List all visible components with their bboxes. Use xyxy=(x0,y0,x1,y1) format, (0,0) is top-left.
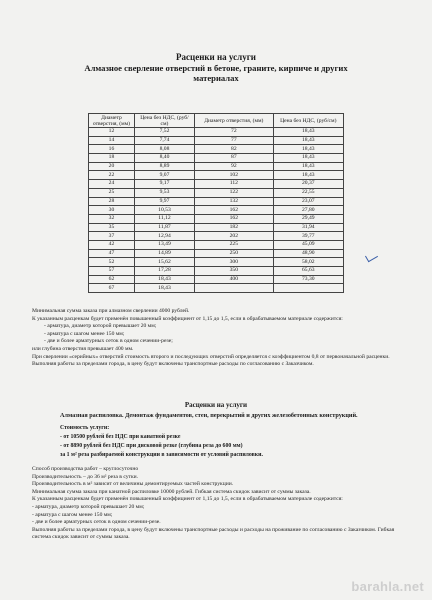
cell-diameter-1: 28 xyxy=(89,197,135,206)
cell-diameter-1: 25 xyxy=(89,188,135,197)
table-row xyxy=(89,128,344,137)
cell-diameter-2: 102 xyxy=(195,171,274,180)
cell-price-1: 14,89 xyxy=(134,249,194,258)
cell-price-2: 18,43 xyxy=(273,154,343,163)
cell-diameter-2: 225 xyxy=(195,240,274,249)
cell-diameter-1: 12 xyxy=(89,128,135,137)
table-row xyxy=(89,154,344,163)
price-table xyxy=(88,113,344,293)
cell-diameter-2: 300 xyxy=(195,258,274,267)
cost-line: - от 8890 рублей без НДС при дисковой резке (глубина реза до 600 мм) xyxy=(60,443,243,449)
table-row xyxy=(89,284,344,293)
cell-price-2: 18,43 xyxy=(273,171,343,180)
cell-price-1: 11,12 xyxy=(134,214,194,223)
cell-diameter-1: 67 xyxy=(89,284,135,293)
header-price-1: Цена без НДС, (руб/см) xyxy=(134,114,194,128)
handwritten-check-mark xyxy=(365,251,378,263)
note-line: - арматура, диаметр которой превышает 20 мм; xyxy=(32,503,145,510)
note-line: Производительность – до 36 м² реза в сутки. xyxy=(32,473,139,480)
notes2-block xyxy=(32,466,412,542)
cell-price-2: 73,30 xyxy=(273,275,343,284)
page-title: Расценки на услуги xyxy=(176,52,256,62)
cost-label: Стоимость услуги: xyxy=(60,425,110,431)
cell-diameter-2: 250 xyxy=(195,249,274,258)
section2-title: Расценки на услуги xyxy=(184,401,248,409)
cell-diameter-2: 132 xyxy=(195,197,274,206)
cell-diameter-1: 24 xyxy=(89,180,135,189)
cell-diameter-2: 182 xyxy=(195,223,274,232)
note-line: Минимальная сумма заказа при канатной распиловке 10000 рублей. Гибкая система скидок зависит от суммы заказа. xyxy=(32,488,311,495)
cell-price-2: 31,94 xyxy=(273,223,343,232)
table-row xyxy=(89,258,344,267)
table-row xyxy=(89,223,344,232)
note-line: Выполняя работы за пределами города, в цену будут включены транспортные расходы и расходы на проживание по согласованию с Заказчиком. Гибкая система скидок зависит от суммы заказа. xyxy=(32,526,395,541)
cell-price-1: 18,43 xyxy=(134,284,194,293)
note-line: - две и более арматурных сеток в одном сечении-резе; xyxy=(44,338,173,345)
table-row xyxy=(89,197,344,206)
cell-diameter-2: 162 xyxy=(195,206,274,215)
note-line: Способ производства работ – круглосуточно xyxy=(32,466,139,472)
cell-price-1: 9,17 xyxy=(134,180,194,189)
table-row xyxy=(89,275,344,284)
header-diameter-1: Диаметр отверстия, (мм) xyxy=(89,114,135,128)
cell-diameter-1: 52 xyxy=(89,258,135,267)
table-row xyxy=(89,188,344,197)
cell-diameter-2: 400 xyxy=(195,275,274,284)
cell-price-1: 9,53 xyxy=(134,188,194,197)
cell-diameter-1: 37 xyxy=(89,232,135,241)
note-line: - арматура с шагом менее 150 мм; xyxy=(32,511,113,518)
cell-price-2: 22,55 xyxy=(273,188,343,197)
cell-price-1: 17,28 xyxy=(134,267,194,276)
cell-price-2: 27,80 xyxy=(273,206,343,215)
cell-price-2: 18,43 xyxy=(273,145,343,154)
cell-price-2: 39,77 xyxy=(273,232,343,241)
note-line: Производительность в м² зависит от величины демонтируемых частей конструкции. xyxy=(32,481,234,488)
table-row xyxy=(89,249,344,258)
cell-price-1: 8,40 xyxy=(134,154,194,163)
cell-price-2: 18,43 xyxy=(273,128,343,137)
cell-diameter-1: 32 xyxy=(89,214,135,223)
cell-diameter-2: 112 xyxy=(195,180,274,189)
table-row xyxy=(89,267,344,276)
cell-diameter-1: 30 xyxy=(89,206,135,215)
note-line: или глубина отверстия превышает 400 мм. xyxy=(32,345,134,352)
note-line: - арматура, диаметр которой превышает 20 мм; xyxy=(44,323,157,330)
cell-diameter-2 xyxy=(195,284,274,293)
cell-diameter-2: 350 xyxy=(195,267,274,276)
cell-diameter-2: 87 xyxy=(195,154,274,163)
cell-price-2: 29,49 xyxy=(273,214,343,223)
table-row xyxy=(89,206,344,215)
cell-diameter-2: 202 xyxy=(195,232,274,241)
cell-price-1: 10,53 xyxy=(134,206,194,215)
cell-diameter-2: 82 xyxy=(195,145,274,154)
cell-price-2: 23,07 xyxy=(273,197,343,206)
table-row xyxy=(89,240,344,249)
cell-price-1: 9,97 xyxy=(134,197,194,206)
cell-price-1: 15,62 xyxy=(134,258,194,267)
cell-diameter-2: 122 xyxy=(195,188,274,197)
cell-price-2: 18,43 xyxy=(273,162,343,171)
note-line: Минимальная сумма заказа при алмазном сверлении 4000 рублей. xyxy=(32,308,190,314)
cell-diameter-1: 16 xyxy=(89,145,135,154)
cell-price-1: 7,74 xyxy=(134,136,194,145)
cell-price-2: 20,37 xyxy=(273,180,343,189)
note-line: При сверлении «серийных» отверстий стоимость второго и последующих отверстий определяется с коэффициентом 0,8 от первоначальной расценки. xyxy=(32,353,390,360)
note-line: К указанным расценкам будет применён повышенный коэффициент от 1,15 до 1,5, если в обрабатываемом материале содержится: xyxy=(32,496,343,503)
header-price-2: Цена без НДС, (руб/см) xyxy=(273,114,343,128)
cell-diameter-1: 20 xyxy=(89,162,135,171)
cell-diameter-2: 77 xyxy=(195,136,274,145)
header-diameter-2: Диаметр отверстия, (мм) xyxy=(195,114,274,128)
cell-diameter-1: 62 xyxy=(89,275,135,284)
cell-diameter-2: 72 xyxy=(195,128,274,137)
cell-diameter-1: 47 xyxy=(89,249,135,258)
cell-diameter-1: 14 xyxy=(89,136,135,145)
cell-price-1: 18,43 xyxy=(134,275,194,284)
table-row xyxy=(89,136,344,145)
cell-price-2: 18,43 xyxy=(273,136,343,145)
table-row xyxy=(89,214,344,223)
subtitle-line-2: материалах xyxy=(193,73,239,83)
cell-price-1: 7,52 xyxy=(134,128,194,137)
table-row xyxy=(89,145,344,154)
page-subtitle xyxy=(0,63,432,83)
section2-subtitle: Алмазная распиловка. Демонтаж фундаментов, стен, перекрытий и других железобетонных конструкций. xyxy=(60,412,358,419)
watermark-logo: barahla.net xyxy=(351,579,424,594)
note-line: Выполняя работы за пределами города, в цену будут включены транспортные расходы по согласованию с Заказчиком. xyxy=(32,361,314,368)
note-line: - арматура с шагом менее 150 мм; xyxy=(44,330,125,337)
cell-price-1: 9,07 xyxy=(134,171,194,180)
cell-price-1: 13,49 xyxy=(134,240,194,249)
cell-price-1: 11,87 xyxy=(134,223,194,232)
cell-diameter-1: 18 xyxy=(89,154,135,163)
cell-diameter-2: 162 xyxy=(195,214,274,223)
table-row xyxy=(89,162,344,171)
cell-diameter-1: 42 xyxy=(89,240,135,249)
cell-price-1: 8,89 xyxy=(134,162,194,171)
cell-price-2: 65,63 xyxy=(273,267,343,276)
notes-block xyxy=(32,308,412,369)
table-row xyxy=(89,171,344,180)
cell-price-2: 48,90 xyxy=(273,249,343,258)
cell-price-2: 45,09 xyxy=(273,240,343,249)
table-row xyxy=(89,232,344,241)
cell-price-2 xyxy=(273,284,343,293)
cell-price-2: 58,02 xyxy=(273,258,343,267)
cell-diameter-1: 35 xyxy=(89,223,135,232)
cell-diameter-1: 22 xyxy=(89,171,135,180)
subtitle-line-1: Алмазное сверление отверстий в бетоне, граните, кирпиче и других xyxy=(84,63,348,73)
cost-line: - от 10500 рублей без НДС при канатной резке xyxy=(60,434,181,440)
table-row xyxy=(89,180,344,189)
note-line: - две и более арматурных сеток в одном сечении-резе. xyxy=(32,519,161,526)
table-header-row xyxy=(89,114,344,128)
cost-block xyxy=(60,424,400,460)
cell-price-1: 8,08 xyxy=(134,145,194,154)
cell-price-1: 12,94 xyxy=(134,232,194,241)
cell-diameter-2: 92 xyxy=(195,162,274,171)
price-table-body xyxy=(89,128,344,293)
cell-diameter-1: 57 xyxy=(89,267,135,276)
cost-line: за 1 м² реза разбираемой конструкции в зависимости от условий распиловки. xyxy=(60,452,263,458)
note-line: К указанным расценкам будет применён повышенный коэффициент от 1,15 до 1,5, если в обрабатываемом материале содержится: xyxy=(32,315,343,322)
